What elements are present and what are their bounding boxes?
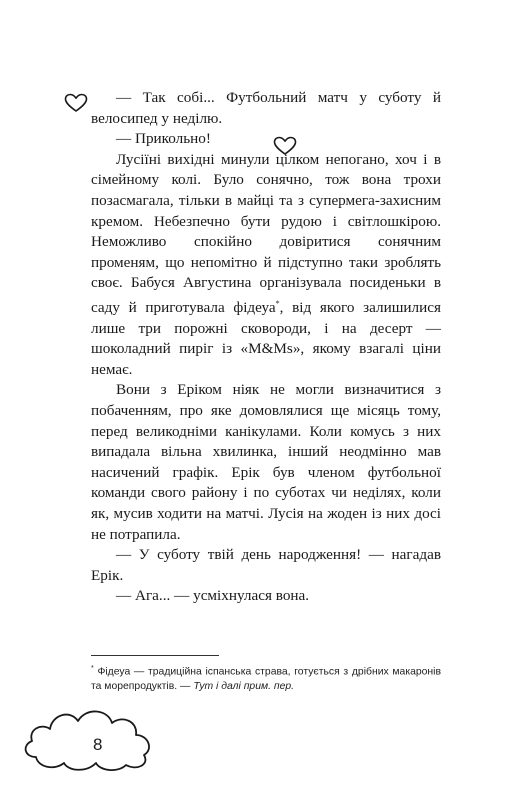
page-number: 8 — [93, 735, 103, 754]
dialogue-line: — Так собі... Футбольний матч у суботу й велосипед у неділю. — [91, 89, 441, 127]
footnote-mark: * — [91, 665, 94, 672]
body-text — [91, 88, 441, 607]
paragraph: Вони з Еріком ніяк не могли визначитися з побаченням, про яке домовлялися ще місяць тому, перед великодніми канікулами. Коли комусь з них випадала вільна хвилинка, інший неодмінно мав насичений графік. Ерік був членом футбольної команди свого району і по суботах чи неділях, коли як, мусив ходити на матчі. Лусія на жоден із них досі не потрапила. — [91, 381, 441, 543]
footnote-divider — [91, 655, 219, 656]
footnote-text: Фідеуа — традиційна іспанська страва, готується з дрібних макаронів та морепродуктів. — — [91, 666, 441, 693]
dialogue-line: — У суботу твій день народження! — нагадав Ерік. — [91, 546, 441, 584]
footnote-reference: * — [275, 298, 280, 308]
footnote — [91, 661, 441, 694]
footnote-credit: Тут і далі прим. пер. — [193, 681, 295, 693]
dialogue-line: — Ага... — усміхнулася вона. — [116, 587, 310, 605]
heart-outline-icon — [64, 93, 88, 113]
dialogue-line: — Прикольно! — [116, 130, 211, 148]
paragraph — [91, 150, 441, 381]
paragraph-text: , від якого залишилися лише три порожні сковороди, і на десерт — шоколадний пиріг із «M&Ms», якому взагалі ціни немає. — [91, 299, 441, 378]
paragraph-text: Лусіїні вихідні минули цілком непогано, хоч і в сімейному колі. Було сонячно, тож вона трохи позасмагала, тільки в майці та з супермега-захисним кремом. Небезпечно бути рудою і світлошкірою. Неможливо спокійно довіритися сонячним променям, що непомітно й підступно таки зроблять своє. Бабуся Августина організувала посиденьки в саду й приготувала фідеуа — [91, 150, 441, 316]
